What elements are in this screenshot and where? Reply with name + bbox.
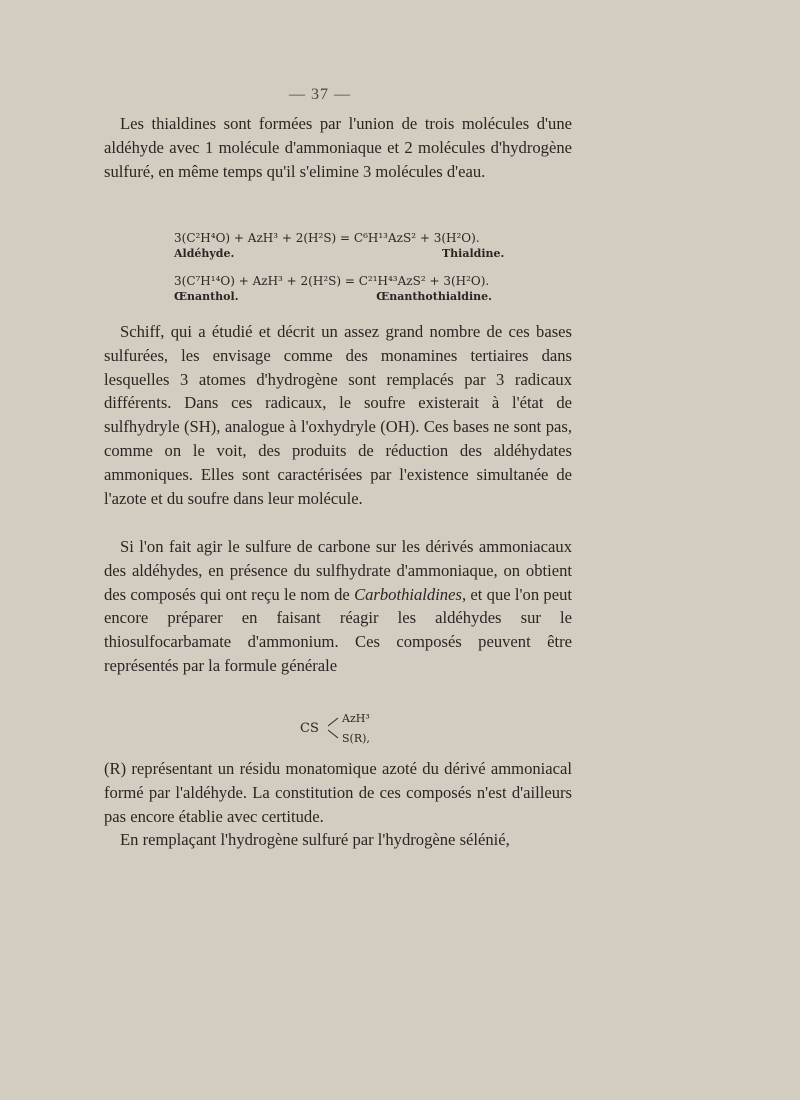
formula-bond-top — [328, 718, 338, 726]
paragraph-1-block — [104, 112, 572, 183]
paragraph-3-start: Si l'on fait agir le sulfure de carbone sur les dérivés ammoniacaux des aldéhydes, en présence du sulfhydrate d'ammoniaque, on obtient des composés qui ont reçu le nom de — [104, 537, 572, 604]
paragraph-2-block — [104, 320, 572, 510]
paragraph-4-block — [104, 757, 572, 828]
equation-2-label-left: Œnanthol. — [174, 290, 239, 303]
page-number: — 37 — — [289, 86, 351, 103]
paragraph-3-block — [104, 535, 572, 678]
paragraph-4: (R) représentant un résidu monatomique azoté du dérivé ammoniacal formé par l'aldéhyde. La constitution de ces composés n'est d'ailleurs pas encore établie avec certitude. — [104, 759, 572, 826]
general-formula — [300, 710, 410, 749]
paragraph-3 — [104, 535, 572, 678]
paragraph-5: En remplaçant l'hydrogène sulfuré par l'hydrogène sélénié, — [120, 830, 510, 849]
equation-2 — [174, 273, 492, 305]
paragraph-3-term: Carbothialdines — [354, 584, 462, 604]
formula-bond-bottom — [328, 730, 338, 738]
equation-1 — [174, 230, 504, 262]
paragraph-2: Schiff, qui a étudié et décrit un assez grand nombre de ces bases sulfurées, les envisage comme des monamines tertiaires dans lesquelles 3 atomes d'hydrogène sont remplacés par 3 radicaux différents. Dans ces radicaux, le soufre existerait à l'état de sulfhydryle (SH), analogue à l'oxhydryle (OH). Ces bases ne sont pas, comme on le voit, des produits de réduction des aldéhydates ammoniques. Elles sont caractérisées par l'existence simultanée de l'azote et du soufre dans leur molécule. — [104, 322, 572, 508]
formula-drawing — [300, 710, 410, 746]
formula-bottom-group: S(R), — [342, 732, 370, 745]
equation-1-formula: 3(C²H⁴O) + AzH³ + 2(H²S) = C⁶H¹³AzS² + 3(H²O). — [174, 231, 480, 245]
equation-2-label-right: Œnanthothialdine. — [376, 290, 492, 303]
formula-top-group: AzH³ — [342, 712, 370, 725]
equation-2-formula: 3(C⁷H¹⁴O) + AzH³ + 2(H²S) = C²¹H⁴³AzS² + 3(H²O). — [174, 274, 490, 288]
paragraph-1: Les thialdines sont formées par l'union de trois molécules d'une aldéhyde avec 1 molécule d'ammoniaque et 2 molécules d'hydrogène sulfuré, en même temps qu'il s'elimine 3 molécules d'eau. — [104, 114, 572, 181]
formula-cs: CS — [300, 721, 319, 736]
equation-1-label-left: Aldéhyde. — [174, 247, 235, 260]
paragraph-3-end: , et que l'on peut encore préparer en faisant réagir les aldéhydes sur le thiosulfocarbamate d'ammonium. Ces composés peuvent être représentés par la formule générale — [104, 584, 572, 675]
paragraph-5-block — [104, 828, 572, 852]
equation-1-label-right: Thialdine. — [442, 247, 505, 260]
